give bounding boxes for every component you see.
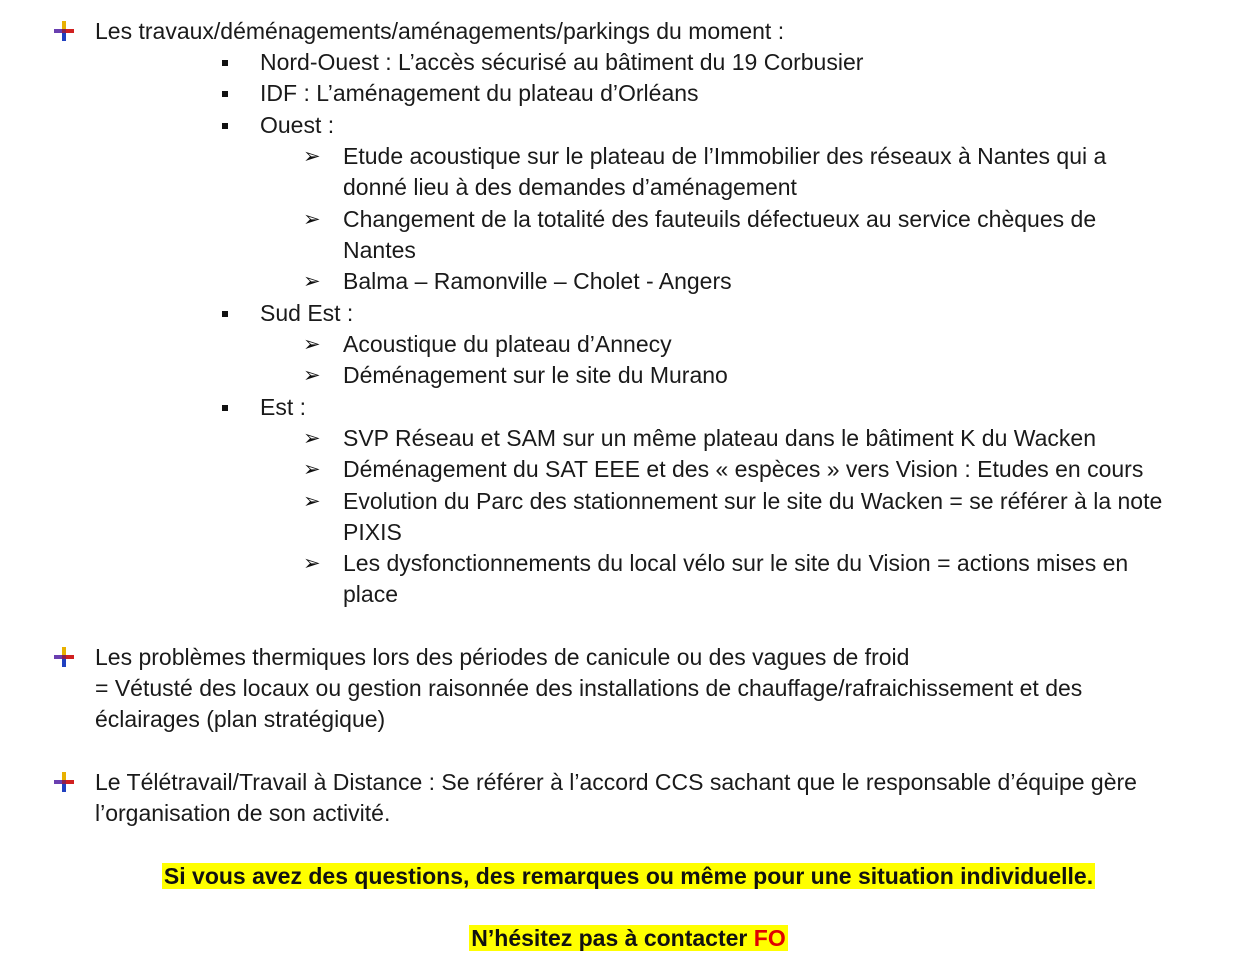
- arrow-bullet-icon: ➢: [303, 270, 321, 293]
- questions-banner: [0, 861, 1257, 892]
- region-idf: IDF : L’aménagement du plateau d’Orléans: [260, 80, 699, 106]
- paragraph-line: Le Télétravail/Travail à Distance : Se référer à l’accord CCS sachant que le responsable d’équipe gère: [95, 769, 1137, 795]
- contact-text: [469, 925, 787, 951]
- section-title-travaux: Les travaux/déménagements/aménagements/parkings du moment :: [95, 18, 785, 44]
- square-bullet-icon: [222, 60, 228, 66]
- arrow-bullet-icon: ➢: [303, 490, 321, 513]
- paragraph-line: éclairages (plan stratégique): [95, 706, 386, 732]
- region-ouest: Ouest :: [260, 112, 335, 138]
- arrow-bullet-icon: ➢: [303, 364, 321, 387]
- square-bullet-icon: [222, 91, 228, 97]
- paragraph-line: l’organisation de son activité.: [95, 800, 391, 826]
- square-bullet-icon: [222, 123, 228, 129]
- colored-cross-bullet-icon: [53, 771, 75, 793]
- paragraph-line: Les problèmes thermiques lors des périodes de canicule ou des vagues de froid: [95, 644, 910, 670]
- square-bullet-icon: [222, 405, 228, 411]
- colored-cross-bullet-icon: [53, 646, 75, 668]
- contact-banner: [0, 923, 1257, 954]
- arrow-bullet-icon: ➢: [303, 458, 321, 481]
- region-est: Est :: [260, 394, 307, 420]
- arrow-bullet-icon: ➢: [303, 552, 321, 575]
- list-item: PIXIS: [343, 519, 402, 545]
- list-item: Déménagement sur le site du Murano: [343, 362, 728, 388]
- list-item: Nantes: [343, 237, 416, 263]
- list-item: SVP Réseau et SAM sur un même plateau dans le bâtiment K du Wacken: [343, 425, 1097, 451]
- square-bullet-icon: [222, 311, 228, 317]
- arrow-bullet-icon: ➢: [303, 145, 321, 168]
- contact-label: N’hésitez pas à contacter: [471, 925, 754, 951]
- colored-cross-bullet-icon: [53, 20, 75, 42]
- list-item: Acoustique du plateau d’Annecy: [343, 331, 672, 357]
- fo-label: FO: [753, 925, 786, 951]
- list-item: Changement de la totalité des fauteuils défectueux au service chèques de: [343, 206, 1097, 232]
- list-item: place: [343, 581, 398, 607]
- paragraph-line: = Vétusté des locaux ou gestion raisonnée des installations de chauffage/rafraichissement et des: [95, 675, 1083, 701]
- arrow-bullet-icon: ➢: [303, 427, 321, 450]
- arrow-bullet-icon: ➢: [303, 208, 321, 231]
- list-item: Etude acoustique sur le plateau de l’Immobilier des réseaux à Nantes qui a: [343, 143, 1107, 169]
- questions-text: Si vous avez des questions, des remarques ou même pour une situation individuelle.: [163, 863, 1094, 889]
- list-item: Balma – Ramonville – Cholet - Angers: [343, 268, 732, 294]
- list-item: donné lieu à des demandes d’aménagement: [343, 174, 797, 200]
- region-sud-est: Sud Est :: [260, 300, 354, 326]
- region-nord-ouest: Nord-Ouest : L’accès sécurisé au bâtiment du 19 Corbusier: [260, 49, 864, 75]
- list-item: Déménagement du SAT EEE et des « espèces » vers Vision : Etudes en cours: [343, 456, 1144, 482]
- arrow-bullet-icon: ➢: [303, 333, 321, 356]
- list-item: Evolution du Parc des stationnement sur le site du Wacken = se référer à la note: [343, 488, 1163, 514]
- list-item: Les dysfonctionnements du local vélo sur le site du Vision = actions mises en: [343, 550, 1129, 576]
